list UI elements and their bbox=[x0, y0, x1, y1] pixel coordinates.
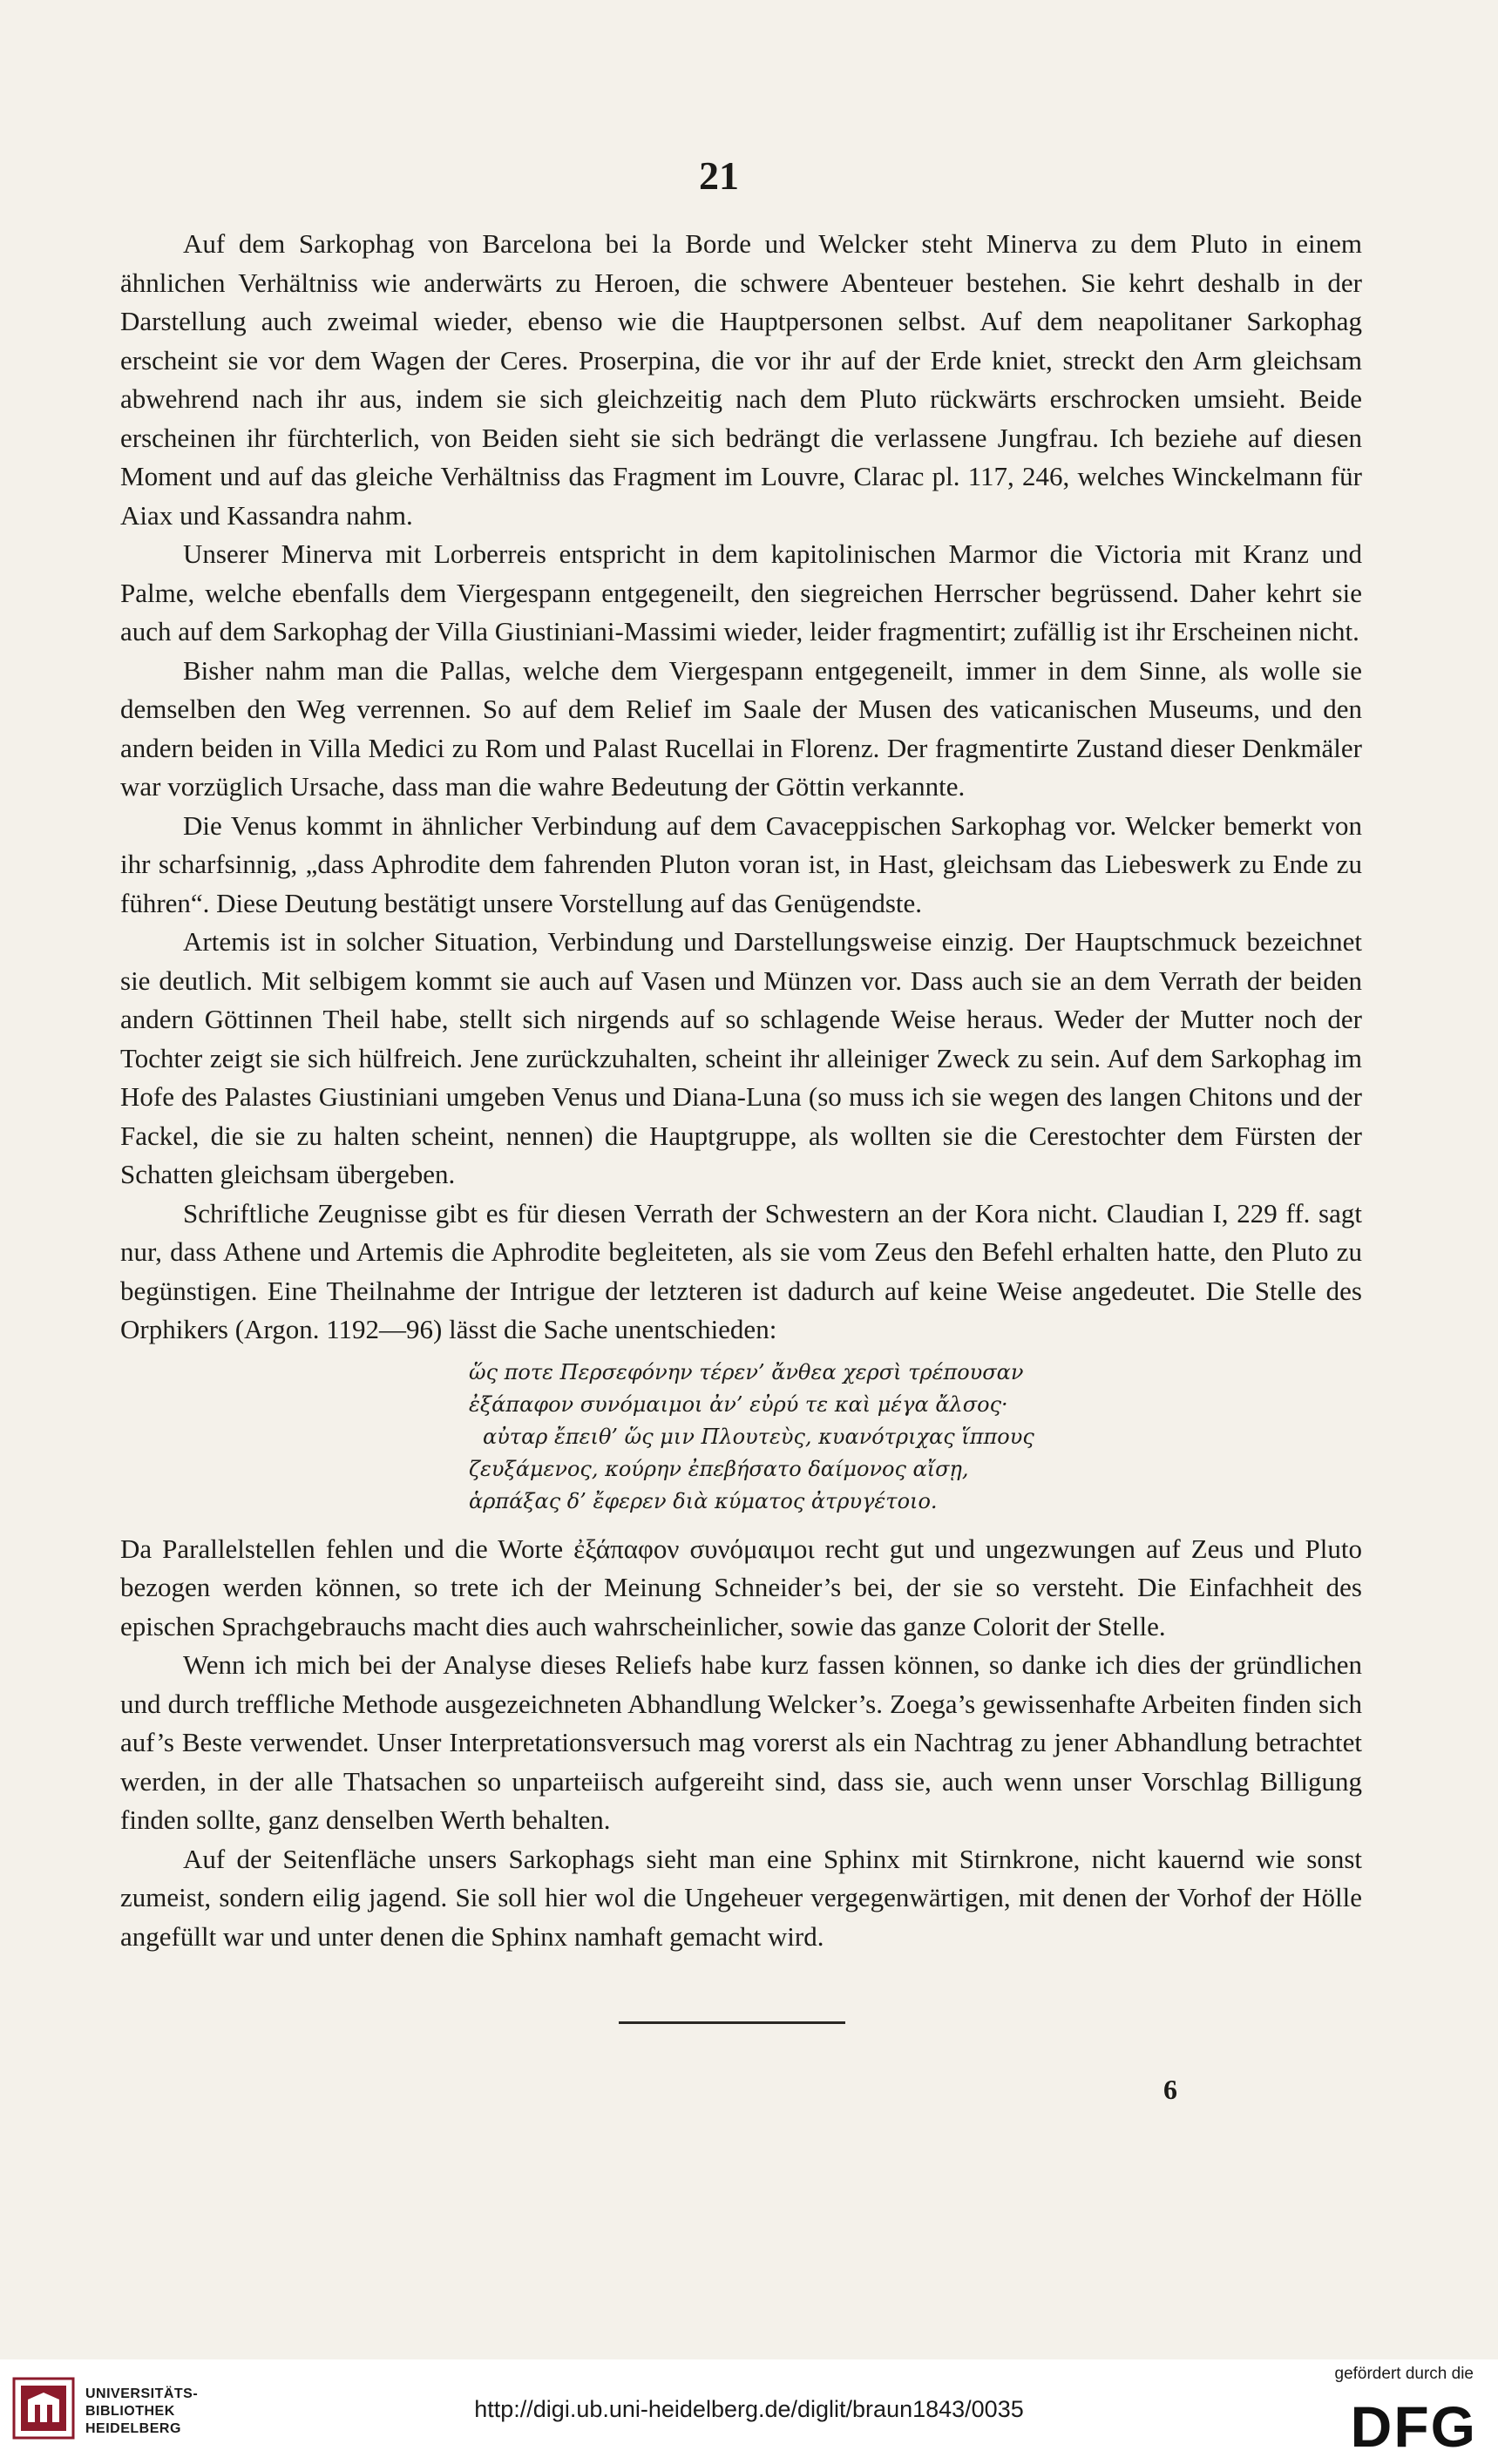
library-name-line: BIBLIOTHEK bbox=[85, 2404, 175, 2419]
paragraph: Unserer Minerva mit Lorberreis entspricht in dem kapitolinischen Marmor die Victoria mit Kranz und Palme, welche ebenfalls dem Viergespann entgegeneilt, den siegreichen Herrscher begrüssend. Daher kehrt sie auch auf dem Sarkophag der Villa Giustiniani-Massimi wieder, leider fragmentirt; zufällig ist ihr Erscheinen nicht. bbox=[120, 538, 1362, 646]
dfg-logo-icon: DFG bbox=[1350, 2394, 1477, 2459]
paragraph: Schriftliche Zeugnisse gibt es für diesen Verrath der Schwestern an der Kora nicht. Claudian I, 229 ff. sagt nur, dass Athene und Artemis die Aphrodite begleiteten, als sie vom Zeus den Befehl erhalten hatte, den Pluto zu begünstigen. Eine Theilnahme der Intrigue der letzteren ist dadurch auf keine Weise angedeutet. Die Stelle des Orphikers (Argon. 1192—96) lässt die Sache unentschieden: bbox=[120, 1197, 1362, 1344]
sponsor-block bbox=[1268, 2361, 1477, 2462]
closing-rule bbox=[619, 2021, 845, 2024]
paragraph: Artemis ist in solcher Situation, Verbindung und Darstellungsweise einzig. Der Hauptschmuck bezeichnet sie deutlich. Mit selbigem kommt sie auch auf Vasen und Münzen vor. Dass auch sie an dem Verrath der beiden andern Göttinnen Theil habe, stellt sich nirgends auf so schlagende Weise heraus. Weder der Mutter noch der Tochter zeigt sie sich hülfreich. Jene zurückzuhalten, scheint ihr alleiniger Zweck zu sein. Auf dem Sarkophag im Hofe des Palastes Giustiniani umgeben Venus und Diana-Luna (so muss ich sie wegen des langen Chitons und der Fackel, die sie zu halten scheint, nennen) die Hauptgruppe, als wollten sie die Cerestochter dem Fürsten der Schatten gleichsam übergeben. bbox=[120, 926, 1362, 1189]
sponsor-caption: gefördert durch die bbox=[1334, 2365, 1474, 2383]
greek-verse-line: ζευξάμενος, κούρην ἐπεβήσατο δαίμονος αἴσῃ, bbox=[469, 1456, 969, 1481]
paragraph: Da Parallelstellen fehlen und die Worte ἐξάπαφον συνόμαιμοι recht gut und ungezwungen auf Zeus und Pluto bezogen werden können, so trete ich der Meinung Schneider’s bei, der sie so versteht. Die Einfachheit des epischen Sprachgebrauchs macht dies auch wahrscheinlicher, sowie das ganze Colorit der Stelle. bbox=[120, 1533, 1362, 1642]
greek-verse-line: ἐξάπαφον συνόμαιμοι ἀν’ εὐρύ τε καὶ μέγα ἄλσος· bbox=[469, 1391, 1008, 1417]
paragraph: Auf dem Sarkophag von Barcelona bei la Borde und Welcker steht Minerva zu dem Pluto in einem ähnlichen Verhältniss wie anderwärts zu Heroen, die schwere Abenteuer bestehen. Sie kehrt deshalb in der Darstellung auch zweimal wieder, ebenso wie die Hauptpersonen selbst. Auf dem neapolitaner Sarkophag erscheint sie vor dem Wagen der Ceres. Proserpina, die vor ihr auf der Erde kniet, streckt den Arm gleichsam abwehrend nach ihr aus, indem sie sich gleichzeitig nach dem Pluto rückwärts erschrocken umsieht. Beide erscheinen ihr fürchterlich, von Beiden sieht sie sich bedrängt die verlassene Jungfrau. Ich beziehe auf diesen Moment und auf das gleiche Verhältniss das Fragment im Louvre, Clarac pl. 117, 246, welches Winckelmann für Aiax und Kassandra nahm. bbox=[120, 228, 1362, 531]
paragraph: Auf der Seitenfläche unsers Sarkophags sieht man eine Sphinx mit Stirnkrone, nicht kauernd wie sonst zumeist, sondern eilig jagend. Sie soll hier wol die Ungeheuer vergegenwärtigen, mit denen der Vorhof der Hölle angefüllt war und unter denen die Sphinx namhaft gemacht wird. bbox=[120, 1843, 1362, 1952]
greek-verse-line: ὥς ποτε Περσεφόνην τέρεν’ ἄνθεα χερσὶ τρέπουσαν bbox=[469, 1359, 1024, 1384]
page-number: 21 bbox=[699, 153, 739, 198]
body-text bbox=[120, 225, 1362, 1956]
greek-quotation bbox=[120, 1357, 1362, 1518]
signature-mark: 6 bbox=[1163, 2074, 1177, 2105]
permalink-url[interactable]: http://digi.ub.uni-heidelberg.de/diglit/braun1843/0035 bbox=[474, 2396, 1024, 2422]
paragraph: Bisher nahm man die Pallas, welche dem Viergespann entgegeneilt, immer in dem Sinne, als wolle sie demselben den Weg verrennen. So auf dem Relief im Saale der Musen des vaticanischen Museums, und den andern beiden in Villa Medici zu Rom und Palast Rucellai in Florenz. Der fragmentirte Zustand dieser Denkmäler war vorzüglich Ursache, dass man die wahre Bedeutung der Göttin verkannte. bbox=[120, 654, 1362, 802]
greek-verse-line: ἁρπάξας δ’ ἔφερεν διὰ κύματος ἀτρυγέτοιο. bbox=[469, 1488, 938, 1513]
greek-verse-line: αὐταρ ἔπειθ’ ὥς μιν Πλουτεὺς, κυανότριχας ἵππους bbox=[483, 1424, 1034, 1449]
footer-bar bbox=[0, 2359, 1498, 2464]
library-name-line: UNIVERSITÄTS- bbox=[85, 2386, 199, 2401]
library-name-line: HEIDELBERG bbox=[85, 2421, 181, 2436]
paragraph: Wenn ich mich bei der Analyse dieses Reliefs habe kurz fassen können, so danke ich dies der gründlichen und durch treffliche Methode ausgezeichneten Abhandlung Welcker’s. Zoega’s gewissenhafte Arbeiten finden sich auf’s Beste verwendet. Unser Interpretationsversuch mag vorerst als ein Nachtrag zu jener Abhandlung betrachtet werden, in der alle Thatsachen so unparteiisch aufgereiht sind, dass sie, auch wenn unser Vorschlag Billigung finden sollte, ganz denselben Werth behalten. bbox=[120, 1649, 1362, 1835]
paragraph: Die Venus kommt in ähnlicher Verbindung auf dem Cavaceppischen Sarkophag vor. Welcker bemerkt von ihr scharfsinnig, „dass Aphrodite dem fahrenden Pluton voran ist, in Hast, gleichsam das Liebeswerk zu Ende zu führen“. Diese Deutung bestätigt unsere Vorstellung auf das Genügendste. bbox=[120, 809, 1362, 918]
